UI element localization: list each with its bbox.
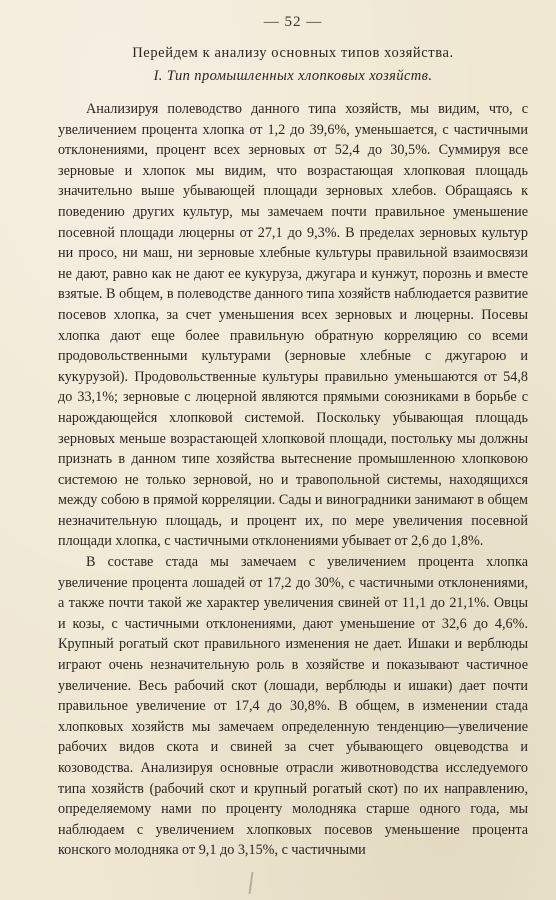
paragraph-field-cultivation: Анализируя полеводство данного типа хозяйств, мы видим, что, с увеличением процента хлопка от 1,2 до 39,6%, уменьшается, с частичными отклонениями, процент всех зерновых от 52,4 до 30,5%. Суммируя все зерновые и хлопок мы видим, что возрастающая хлопковая площадь значительно выше убывающей площади зерновых хлебов. Обращаясь к поведению других культур, мы замечаем почти правильное уменьшение посевной площади люцерны от 27,1 до 9,3%. В пределах зерновых культур ни просо, ни маш, ни зерновые хлебные культуры правильной взаимосвязи не дают, равно как не дают ее кукуруза, джугара и кунжут, порознь и вместе взятые. В общем, в полеводстве данного типа хозяйств наблюдается развитие посевов хлопка, за счет уменьшения всех зерновых и люцерны. Посевы хлопка дают еще более правильную обратную корреляцию со всеми продовольственными культурами (зерновые хлебные с джугарою и кукурузой). Продовольственные культуры правильно уменьшаются от 54,8 до 33,1%; зерновые с люцерной являются прямыми союзниками в борьбе с нарождающейся хлопковой системой. Поскольку убывающая площадь зерновых меньше возрастающей хлопковой площади, постольку мы должны признать в данном типе хозяйства вытеснение промышленною хлопковою системою не только зерновой, но и травопольной системы, находящихся между собою в прямой корреляции. Сады и виноградники занимают в общем незначительную площадь, и процент их, по мере увеличения посевной площади хлопка, с частичными отклонениями убывает от 2,6 до 1,8%. — [58, 101, 528, 550]
page-number: — 52 — — [263, 14, 323, 30]
subsection-heading: I. Тип промышленных хлопковых хозяйств. — [153, 68, 433, 84]
paragraph-livestock: В составе стада мы замечаем с увеличением процента хлопка увеличение процента лошадей от 17,2 до 30%, с частичными отклонениями, а также почти такой же характер увеличения свиней от 11,1 до 21,1%. Овцы и козы, с частичными отклонениями, дают уменьшение от 32,6 до 4,6%. Крупный рогатый скот правильного изменения не дает. Ишаки и верблюды играют очень незначительную роль в хозяйстве и показывают частичное увеличение. Весь рабочий скот (лошади, верблюды и ишаки) дает почти правильное увеличение от 17,4 до 30,8%. В общем, в изменении стада хлопковых хозяйств мы замечаем определенную тенденцию—увеличение рабочих видов скота и свиней за счет убывающего овцеводства и козоводства. Анализируя основные отрасли животноводства исследуемого типа хозяйств (рабочий скот и крупный рогатый скот) по их направлению, определяемому нами по проценту молодняка старше одного года, мы наблюдаем с увеличением хлопковых посевов уменьшение процента конского молодняка от 9,1 до 3,15%, с частичными — [58, 554, 528, 859]
section-heading: Перейдем к анализу основных типов хозяйства. — [132, 45, 454, 61]
paper-crease-mark — [248, 872, 253, 894]
